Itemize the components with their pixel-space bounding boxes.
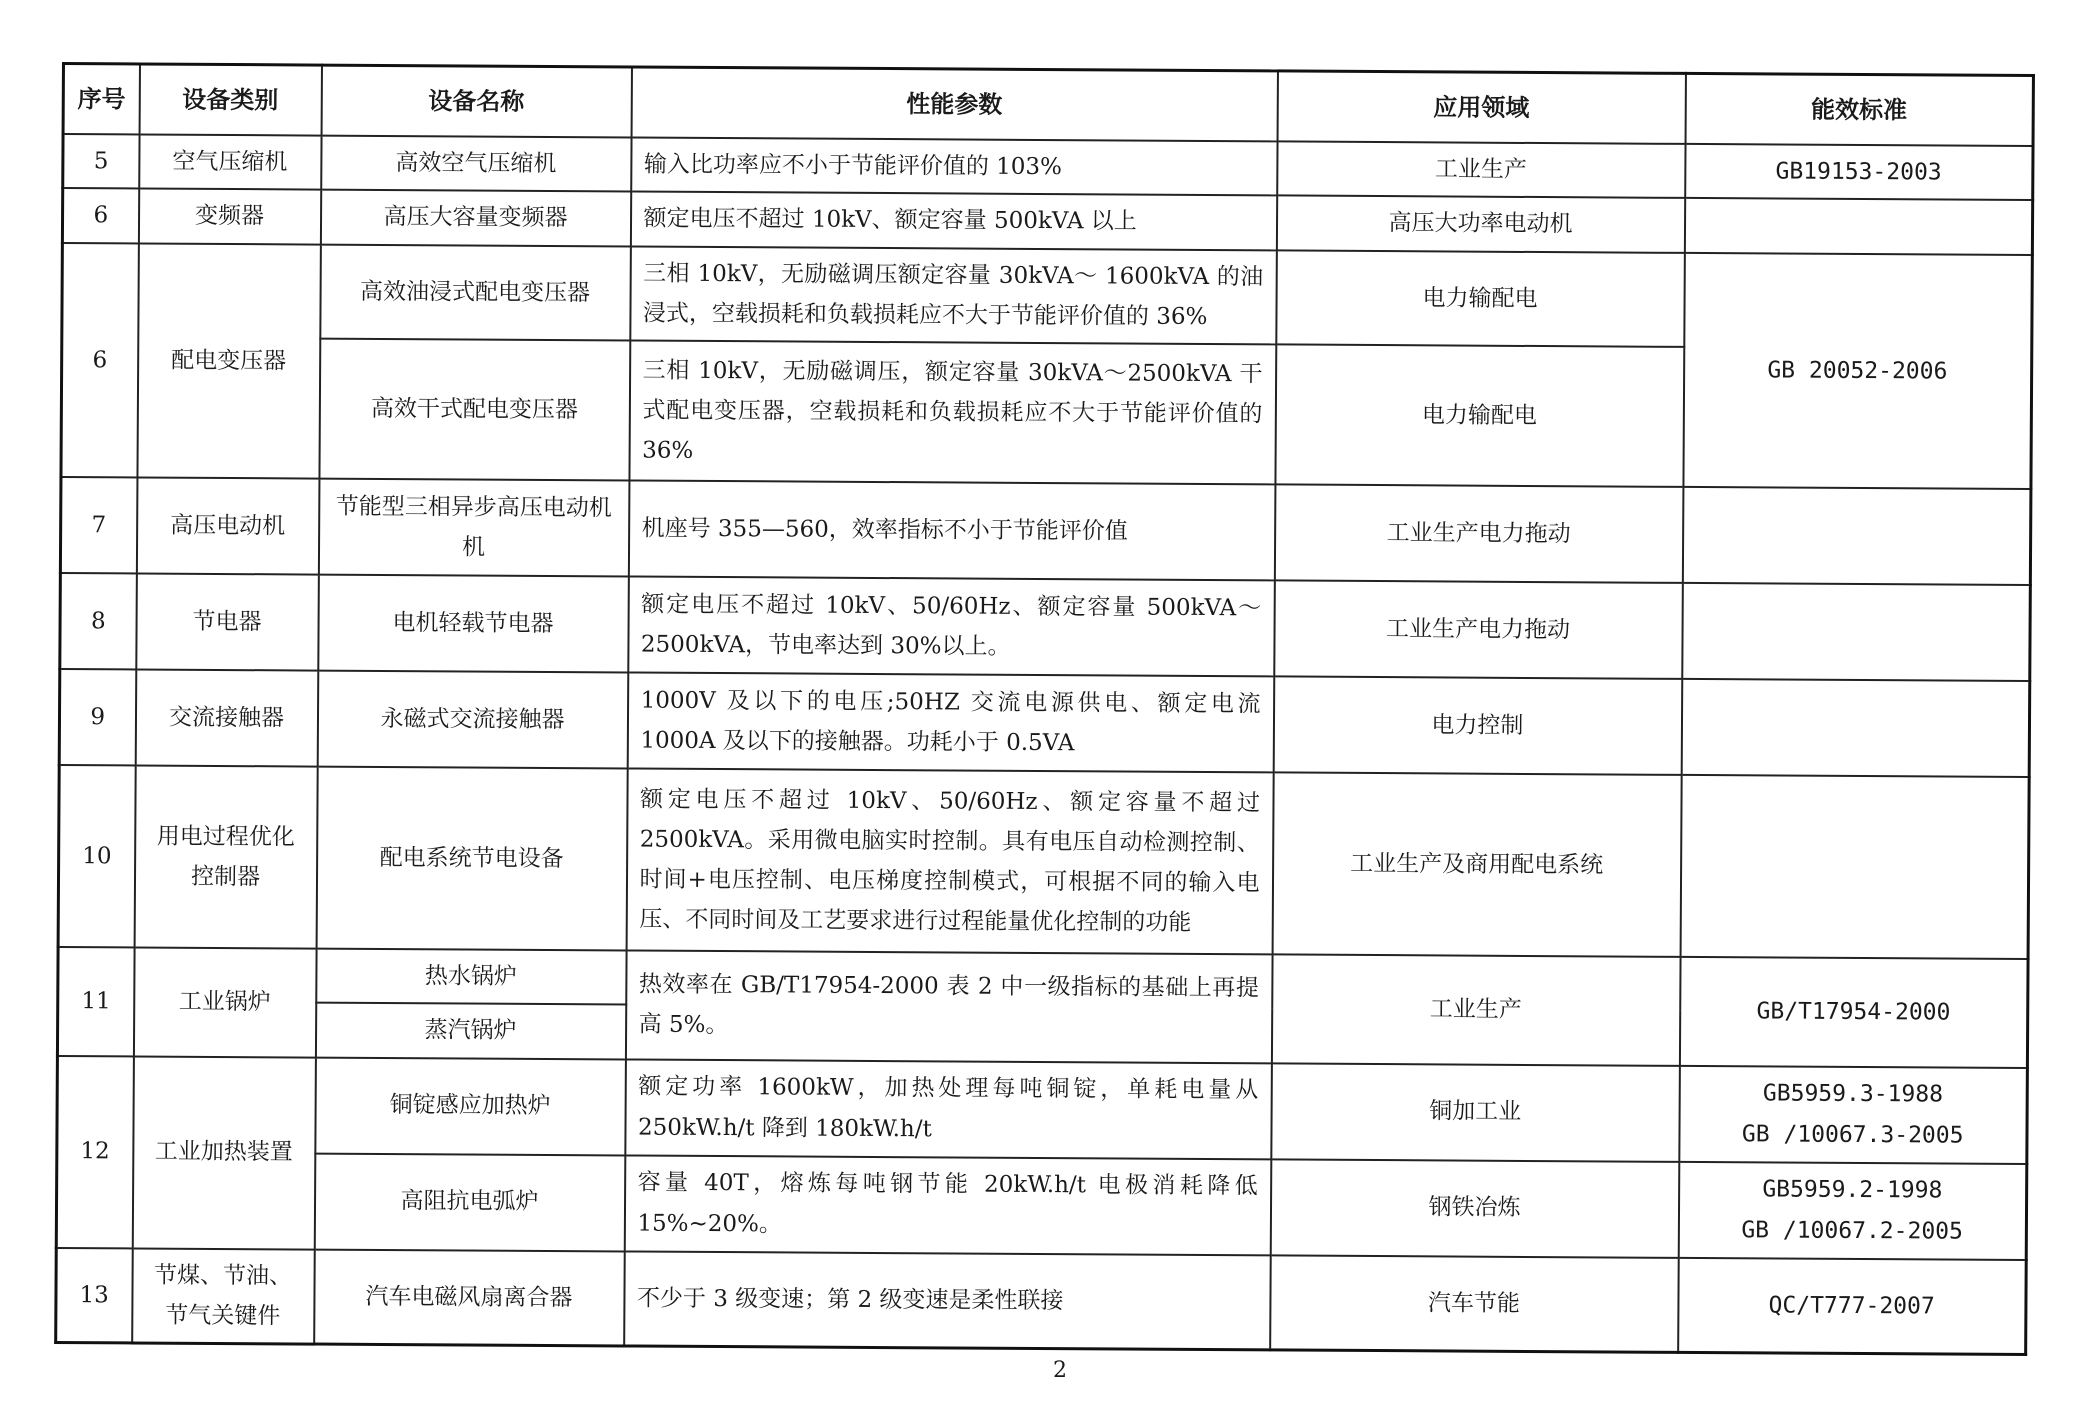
row-number: 12 <box>56 1055 133 1247</box>
application-field: 工业生产 <box>1271 954 1680 1065</box>
row-number: 11 <box>57 947 134 1056</box>
row-number: 8 <box>60 573 137 669</box>
efficiency-standard: GB19153-2003 <box>1685 144 2033 200</box>
equipment-category: 交流接触器 <box>135 669 318 766</box>
application-field: 电力输配电 <box>1275 344 1684 486</box>
application-field: 工业生产 <box>1277 141 1685 198</box>
performance-params: 机座号 355—560，效率指标不小于节能评价值 <box>628 480 1275 580</box>
row-number: 6 <box>62 188 138 243</box>
equipment-name: 配电系统节电设备 <box>316 767 627 951</box>
header-cell: 设备名称 <box>321 65 631 137</box>
equipment-category: 变频器 <box>138 189 320 244</box>
application-field: 汽车节能 <box>1270 1255 1679 1352</box>
row-number: 6 <box>61 243 138 478</box>
equipment-name: 高效干式配电变压器 <box>319 339 630 481</box>
performance-params: 不少于 3 级变速；第 2 级变速是柔性联接 <box>624 1251 1271 1350</box>
table-row <box>58 765 2029 959</box>
document-sheet <box>54 62 2032 1354</box>
equipment-name: 热水锅炉 <box>316 949 626 1005</box>
performance-params: 热效率在 GB/T17954-2000 表 2 中一级指标的基础上再提高 5%。 <box>625 950 1272 1062</box>
table-row <box>60 477 2031 585</box>
equipment-category: 用电过程优化控制器 <box>134 765 317 948</box>
standard-line: GB5959.3-1988 <box>1762 1080 1944 1108</box>
equipment-name: 高压大容量变频器 <box>320 190 630 246</box>
application-field: 高压大功率电动机 <box>1276 196 1684 253</box>
header-cell: 能效标准 <box>1685 73 2033 146</box>
application-field: 铜加工业 <box>1271 1063 1680 1161</box>
equipment-name: 节能型三相异步高压电动机机 <box>318 479 629 577</box>
header-cell: 应用领域 <box>1277 71 1685 144</box>
performance-params: 三相 10kV，无励磁调压额定容量 30kVA～ 1600kVA 的油浸式，空载损耗和负载损耗应不大于节能评价值的 36% <box>630 246 1277 344</box>
application-field: 电力输配电 <box>1276 250 1685 347</box>
efficiency-standard <box>1679 1065 2028 1163</box>
efficiency-standard <box>1684 198 2032 254</box>
equipment-name: 电机轻载节电器 <box>318 575 629 673</box>
table-row <box>56 1247 2027 1354</box>
equipment-category: 节电器 <box>136 573 319 670</box>
row-number: 10 <box>58 765 135 947</box>
header-cell: 设备类别 <box>139 64 321 136</box>
efficiency-standard <box>1682 583 2031 681</box>
equipment-category: 高压电动机 <box>136 477 319 574</box>
performance-params: 三相 10kV，无励磁调压，额定容量 30kVA～2500kVA 干式配电变压器，空载损耗和负载损耗应不大于节能评价值的 36% <box>629 340 1276 484</box>
equipment-name: 铜锭感应加热炉 <box>315 1057 626 1155</box>
equipment-category: 节煤、节油、节气关键件 <box>132 1248 315 1344</box>
table-row <box>60 573 2031 681</box>
header-cell: 序号 <box>63 64 139 135</box>
performance-params: 额定电压不超过 10kV、50/60Hz、额定容量 500kVA～2500kVA，节电率达到 30%以上。 <box>628 576 1275 676</box>
standard-line: GB /10067.3-2005 <box>1741 1120 1964 1149</box>
application-field: 工业生产电力拖动 <box>1274 580 1683 678</box>
efficiency-standard <box>1678 1161 2027 1259</box>
equipment-name: 汽车电磁风扇离合器 <box>314 1249 625 1346</box>
standard-line: GB /10067.2-2005 <box>1741 1216 1964 1245</box>
efficiency-standard <box>1680 775 2029 959</box>
efficiency-standard: QC/T777-2007 <box>1678 1257 2027 1354</box>
row-number: 5 <box>63 134 139 189</box>
equipment-category: 工业锅炉 <box>133 947 316 1057</box>
efficiency-standard <box>1681 679 2030 777</box>
equipment-name: 永磁式交流接触器 <box>317 671 628 769</box>
page-number: 2 <box>1053 1358 1067 1383</box>
equipment-category: 工业加热装置 <box>132 1056 315 1249</box>
equipment-name: 高阻抗电弧炉 <box>314 1153 625 1251</box>
table-header-row <box>63 64 2033 147</box>
efficiency-standard: GB 20052-2006 <box>1683 252 2032 489</box>
application-field: 工业生产电力拖动 <box>1274 484 1683 582</box>
row-number: 7 <box>60 477 137 573</box>
table-row <box>59 669 2030 777</box>
equipment-category: 空气压缩机 <box>139 134 321 189</box>
equipment-name: 高效空气压缩机 <box>321 136 631 192</box>
performance-params: 1000V 及以下的电压;50HZ 交流电源供电、额定电流 1000A 及以下的接触器。功耗小于 0.5VA <box>627 672 1274 772</box>
application-field: 钢铁冶炼 <box>1270 1159 1679 1257</box>
table-row <box>57 1055 2028 1163</box>
row-number: 13 <box>56 1247 133 1342</box>
performance-params: 额定电压不超过 10kV、50/60Hz、额定容量不超过 2500kVA。采用微电脑实时控制。具有电压自动检测控制、时间+电压控制、电压梯度控制模式，可根据不同的输入电压、不同时间及工艺要求进行过程能量优化控制的功能 <box>626 768 1273 954</box>
equipment-name: 蒸汽锅炉 <box>315 1003 625 1059</box>
performance-params: 额定电压不超过 10kV、额定容量 500kVA 以上 <box>630 192 1276 250</box>
performance-params: 额定功率 1600kW，加热处理每吨铜锭，单耗电量从 250kW.h/t 降到 180kW.h/t <box>625 1059 1272 1159</box>
application-field: 电力控制 <box>1273 676 1682 774</box>
equipment-table <box>54 62 2035 1356</box>
table-row <box>56 1151 2027 1259</box>
equipment-category: 配电变压器 <box>137 243 320 479</box>
performance-params: 输入比功率应不小于节能评价值的 103% <box>631 137 1277 195</box>
efficiency-standard: GB/T17954-2000 <box>1679 957 2028 1068</box>
row-number: 9 <box>59 669 136 765</box>
equipment-name: 高效油浸式配电变压器 <box>320 244 631 340</box>
table-row <box>62 243 2033 350</box>
performance-params: 容量 40T，熔炼每吨钢节能 20kW.h/t 电极消耗降低 15%~20%。 <box>624 1155 1271 1255</box>
efficiency-standard <box>1682 487 2031 585</box>
standard-line: GB5959.2-1998 <box>1762 1176 1943 1204</box>
application-field: 工业生产及商用配电系统 <box>1272 772 1681 956</box>
header-cell: 性能参数 <box>631 67 1277 141</box>
